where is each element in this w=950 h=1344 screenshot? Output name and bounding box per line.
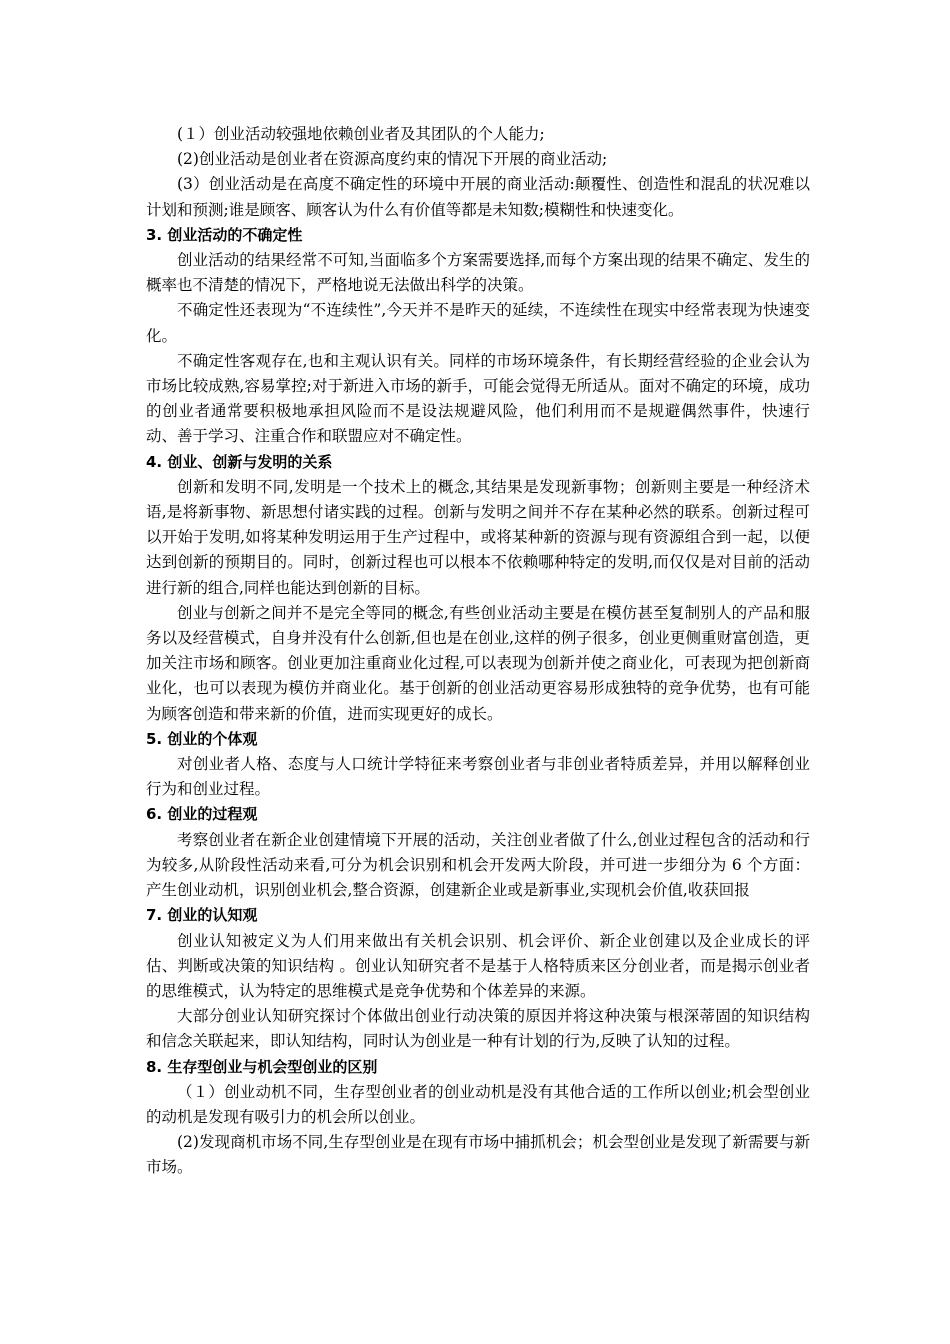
paragraph: 创业活动的结果经常不可知,当面临多个方案需要选择,而每个方案出现的结果不确定、发生的概率也不清楚的情况下，严格地说无法做出科学的决策。: [146, 251, 810, 295]
section-heading: 7. 创业的认知观: [146, 906, 258, 925]
paragraph: 创业与创新之间并不是完全等同的概念,有些创业活动主要是在模仿甚至复制别人的产品和服务以及经营模式，自身并没有什么创新,但也是在创业,这样的例子很多，创业更侧重财富创造，更加关注市场和顾客。创业更加注重商业化过程,可以表现为创新并使之商业化，可表现为把创新商业化，也可以表现为模仿并商业化。基于创新的创业活动更容易形成独特的竞争优势，也有可能为顾客创造和带来新的价值，进而实现更好的成长。: [146, 603, 810, 723]
section-heading: 8. 生存型创业与机会型创业的区别: [146, 1057, 378, 1076]
section-heading: 6. 创业的过程观: [146, 805, 258, 824]
paragraph: 不确定性还表现为“不连续性”,今天并不是昨天的延续，不连续性在现实中经常表现为快速变化。: [146, 301, 810, 345]
paragraph: (3）创业活动是在高度不确定性的环境中开展的商业活动:颠覆性、创造性和混乱的状况难以计划和预测;谁是顾客、顾客认为什么有价值等都是未知数;模糊性和快速变化。: [146, 175, 810, 219]
paragraph: 大部分创业认知研究探讨个体做出创业行动决策的原因并将这种决策与根深蒂固的知识结构和信念关联起来，即认知结构，同时认为创业是一种有计划的行为,反映了认知的过程。: [146, 1007, 810, 1051]
paragraph: (１）创业活动较强地依赖创业者及其团队的个人能力;: [177, 125, 545, 143]
section-heading: 4. 创业、创新与发明的关系: [146, 452, 333, 471]
paragraph: 不确定性客观存在,也和主观认识有关。同样的市场环境条件，有长期经营经验的企业会认为市场比较成熟,容易掌控;对于新进入市场的新手，可能会觉得无所适从。面对不确定的环境，成功的创业者通常要积极地承担风险而不是设法规避风险，他们利用而不是规避偶然事件，快速行动、善于学习、注重合作和联盟应对不确定性。: [146, 351, 810, 446]
paragraph: 创新和发明不同,发明是一个技术上的概念,其结果是发现新事物；创新则主要是一种经济术语,是将新事物、新思想付诸实践的过程。创新与发明之间并不存在某种必然的联系。创新过程可以开始于发明,如将某种发明运用于生产过程中，或将某种新的资源与现有资源组合到一起，以便达到创新的预期目的。同时，创新过程也可以根本不依赖哪种特定的发明,而仅仅是对目前的活动进行新的组合,同样也能达到创新的目标。: [146, 477, 810, 597]
section-heading: 5. 创业的个体观: [146, 729, 258, 748]
paragraph: 创业认知被定义为人们用来做出有关机会识别、机会评价、新企业创建以及企业成长的评估、判断或决策的知识结构 。创业认知研究者不是基于人格特质来区分创业者，而是揭示创业者的思维模式，认为特定的思维模式是竞争优势和个体差异的来源。: [146, 931, 810, 1000]
section-heading: 3. 创业活动的不确定性: [146, 225, 303, 244]
paragraph: (2)创业活动是创业者在资源高度约束的情况下开展的商业活动;: [177, 150, 608, 169]
paragraph: 对创业者人格、态度与人口统计学特征来考察创业者与非创业者特质差异，并用以解释创业行为和创业过程。: [146, 755, 810, 799]
paragraph: 考察创业者在新企业创建情境下开展的活动，关注创业者做了什么,创业过程包含的活动和行为较多,从阶段性活动来看,可分为机会识别和机会开发两大阶段，并可进一步细分为 6 个方面：产生创业动机，识别创业机会,整合资源，创建新企业或是新事业,实现机会价值,收获回报: [146, 830, 810, 900]
paragraph: （１）创业动机不同，生存型创业者的创业动机是没有其他合适的工作所以创业;机会型创业的动机是发现有吸引力的机会所以创业。: [146, 1082, 810, 1126]
document-page: [146, 122, 810, 1181]
paragraph: (2)发现商机市场不同,生存型创业是在现有市场中捕抓机会；机会型创业是发现了新需要与新市场。: [146, 1133, 810, 1177]
